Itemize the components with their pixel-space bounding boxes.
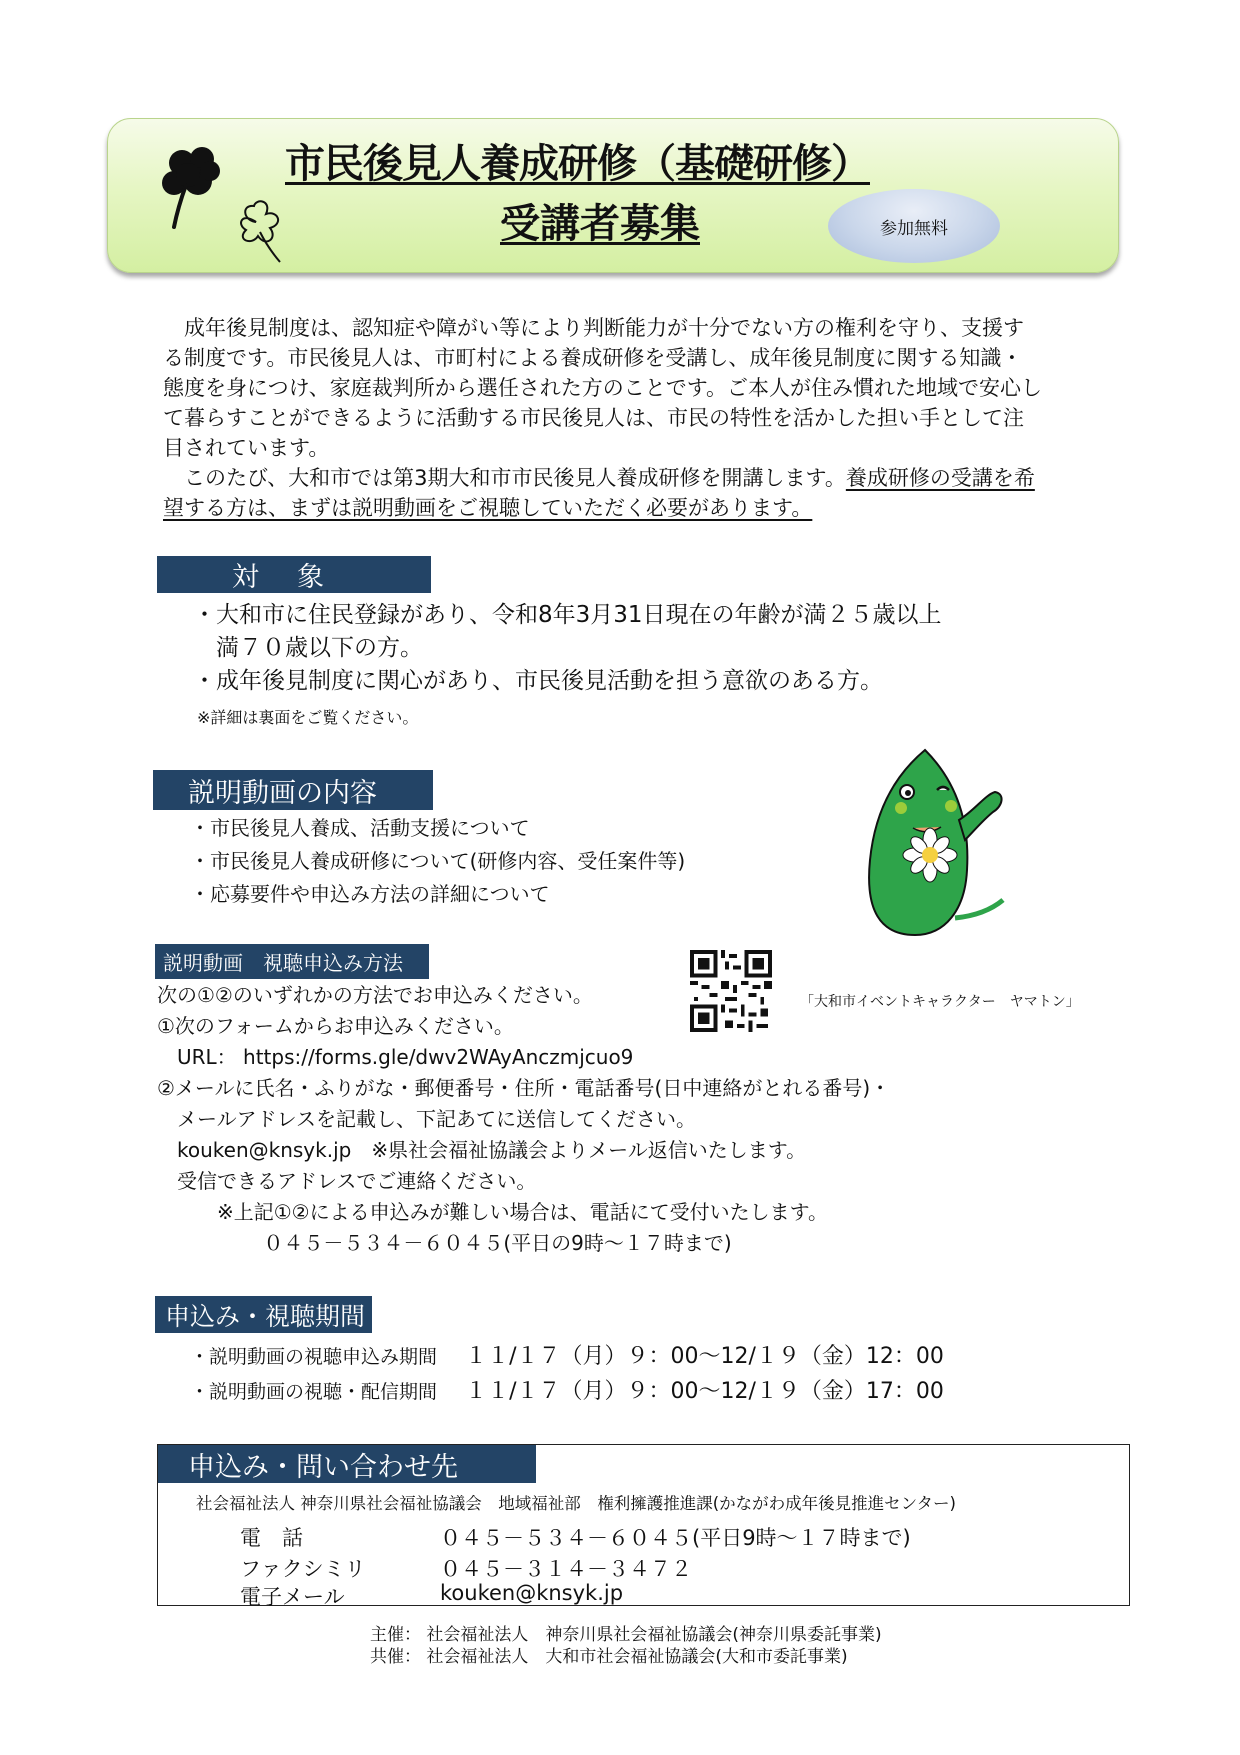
section-header-contact: 申込み・問い合わせ先 bbox=[158, 1445, 536, 1483]
mascot-yamaton-illustration bbox=[855, 740, 1015, 940]
page-title: 市民後見人養成研修（基礎研修） bbox=[285, 141, 870, 187]
footer-cohost: 共催： 社会福祉法人 大和市社会福祉協議会(大和市委託事業) bbox=[370, 1647, 848, 1667]
target-item: ・成年後見制度に関心があり、市民後見活動を担う意欲のある方。 bbox=[193, 668, 883, 694]
section-header-period: 申込み・視聴期間 bbox=[155, 1296, 372, 1333]
contact-fax-value: ０４５－３１４－３４７２ bbox=[440, 1557, 692, 1581]
application-line: 受信できるアドレスでご連絡ください。 bbox=[157, 1169, 537, 1193]
section-header-application-method: 説明動画 視聴申込み方法 bbox=[155, 944, 429, 979]
application-phone: ０４５－５３４－６０４５(平日の9時～１７時まで) bbox=[157, 1231, 732, 1255]
application-line: ②メールに氏名・ふりがな・郵便番号・住所・電話番号(日中連絡がとれる番号)・ bbox=[157, 1076, 891, 1100]
intro-paragraph-1: 成年後見制度は、認知症や障がい等により判断能力が十分でない方の権利を守り、支援する制度です。市民後見人は、市町村による養成研修を受講し、成年後見制度に関する知識・態度を身につけ、家庭裁判所から選任された方のことです。ご本人が住み慣れた地域で安心して暮らすことができるように活動する市民後見人は、市民の特性を活かした担い手として注目されています。 bbox=[163, 316, 1043, 460]
target-note: ※詳細は裏面をご覧ください。 bbox=[197, 708, 419, 727]
footer-organizers bbox=[370, 1624, 882, 1668]
free-badge-label: 参加無料 bbox=[880, 218, 948, 239]
section-header-target: 対象 bbox=[157, 556, 431, 593]
period-row bbox=[190, 1374, 944, 1405]
intro-paragraph-2 bbox=[163, 463, 1043, 523]
free-badge bbox=[828, 189, 1000, 263]
mascot-caption: 「大和市イベントキャラクター ヤマトン」 bbox=[800, 994, 1080, 1010]
video-content-item: ・応募要件や申込み方法の詳細について bbox=[190, 882, 550, 906]
contact-email-label: 電子メール bbox=[240, 1585, 345, 1609]
video-content-item: ・市民後見人養成研修について(研修内容、受任案件等) bbox=[190, 849, 686, 873]
intro-paragraph-2-underlined: 養成研修の受講を希望する方は、まずは説明動画をご視聴していただく必要があります。 bbox=[163, 466, 1035, 520]
contact-fax-label: ファクシミリ bbox=[240, 1557, 366, 1581]
contact-email-value[interactable]: kouken@knsyk.jp bbox=[440, 1581, 624, 1605]
intro-text bbox=[163, 313, 1043, 523]
page-subtitle: 受講者募集 bbox=[500, 201, 700, 247]
target-item: ・大和市に住民登録があり、令和8年3月31日現在の年齢が満２５歳以上 bbox=[193, 602, 942, 628]
period-label: ・説明動画の視聴申込み期間 bbox=[190, 1346, 438, 1368]
clover-outline-icon bbox=[232, 198, 292, 268]
footer-host: 主催： 社会福祉法人 神奈川県社会福祉協議会(神奈川県委託事業) bbox=[370, 1625, 882, 1645]
qr-code-image[interactable] bbox=[690, 950, 772, 1032]
contact-phone-label: 電 話 bbox=[240, 1526, 303, 1550]
period-label: ・説明動画の視聴・配信期間 bbox=[190, 1381, 438, 1403]
contact-organization: 社会福祉法人 神奈川県社会福祉協議会 地域福祉部 権利擁護推進課(かながわ成年後見推進センター) bbox=[196, 1494, 956, 1513]
target-item: 満７０歳以下の方。 bbox=[193, 635, 423, 661]
application-form-url[interactable]: URL： https://forms.gle/dwv2WAyAnczmjcuo9 bbox=[157, 1045, 634, 1069]
video-content-item: ・市民後見人養成、活動支援について bbox=[190, 816, 530, 840]
intro-paragraph-2-plain: このたび、大和市では第3期大和市市民後見人養成研修を開講します。 bbox=[163, 466, 846, 490]
application-line: 次の①②のいずれかの方法でお申込みください。 bbox=[157, 983, 593, 1007]
clover-dark-icon bbox=[160, 145, 230, 235]
period-value: １１/１７（月）９：00～12/１９（金）17：00 bbox=[465, 1379, 944, 1404]
application-line: ※上記①②による申込みが難しい場合は、電話にて受付いたします。 bbox=[157, 1200, 829, 1224]
application-line: メールアドレスを記載し、下記あてに送信してください。 bbox=[157, 1107, 696, 1131]
application-email[interactable]: kouken@knsyk.jp ※県社会福祉協議会よりメール返信いたします。 bbox=[157, 1138, 807, 1162]
period-row bbox=[190, 1339, 944, 1370]
application-line: ①次のフォームからお申込みください。 bbox=[157, 1014, 514, 1038]
period-value: １１/１７（月）９：00～12/１９（金）12：00 bbox=[465, 1344, 944, 1369]
section-header-video-contents: 説明動画の内容 bbox=[153, 770, 433, 810]
contact-phone-value: ０４５－５３４－６０４５(平日9時～１７時まで) bbox=[440, 1526, 911, 1550]
